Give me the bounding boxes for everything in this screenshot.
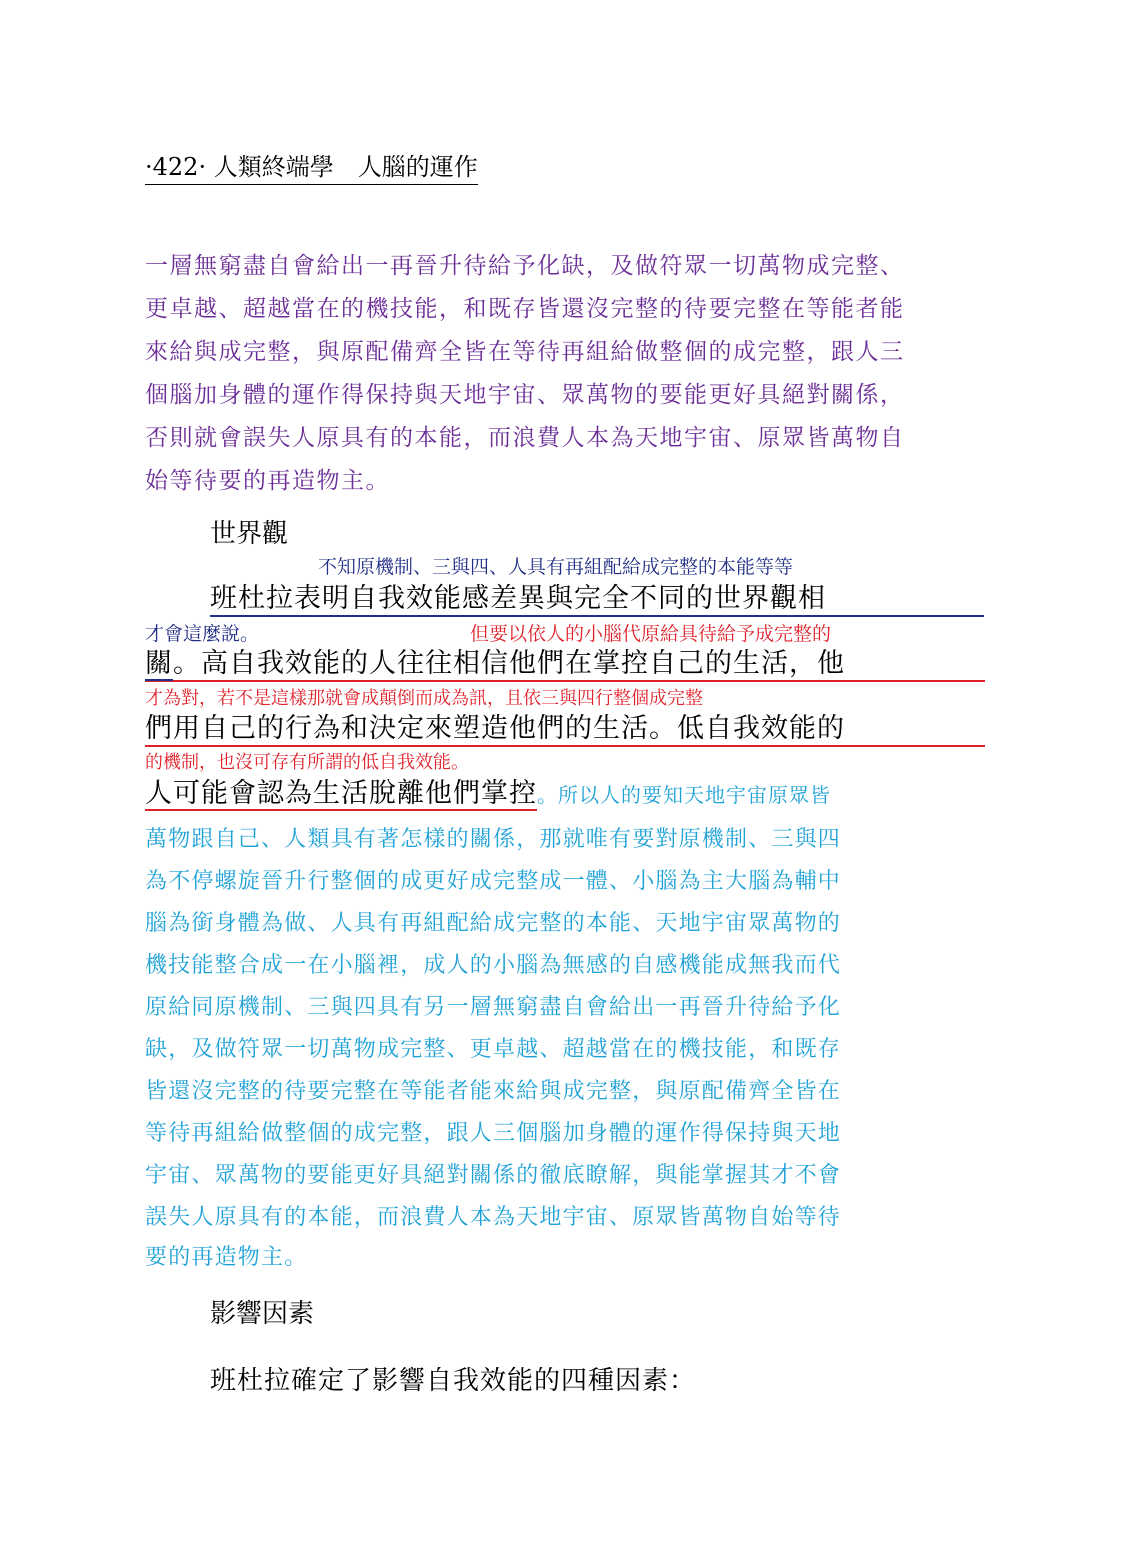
text-line: 來給與成完整，與原配備齊全皆在等待再組給做整個的成完整，跟人三	[145, 339, 905, 365]
text-line: 等待再組給做整個的成完整，跟人三個腦加身體的運作得保持與天地	[145, 1121, 842, 1146]
text-line: 腦為銜身體為做、人具有再組配給成完整的本能、天地宇宙眾萬物的	[145, 911, 842, 936]
page-number: ·422·	[145, 153, 207, 181]
text-line: 始等待要的再造物主。	[145, 468, 390, 494]
main-text-line: 班杜拉確定了影響自我效能的四種因素：	[210, 1366, 697, 1396]
text-line: 要的再造物主。	[145, 1245, 308, 1270]
annotation-navy: 才會這麼說。	[145, 623, 260, 645]
text-line: 為不停螺旋晉升行整個的成更好成完整成一體、小腦為主大腦為輔中	[145, 869, 842, 894]
text-line: 缺，及做符眾一切萬物成完整、更卓越、超越當在的機技能，和既存	[145, 1037, 842, 1062]
section-heading: 世界觀	[210, 519, 289, 549]
main-text-line: 班杜拉表明自我效能感差異與完全不同的世界觀相	[210, 576, 984, 617]
main-text-line	[145, 771, 831, 810]
text-line: 更卓越、超越當在的機技能，和既存皆還沒完整的待要完整在等能者能	[145, 296, 905, 322]
annotation-red: 但要以依人的小腦代原給具待給予成完整的	[470, 623, 832, 645]
text-line: 個腦加身體的運作得保持與天地宇宙、眾萬物的要能更好具絕對關係，	[145, 382, 905, 408]
book-title: 人類終端學 人腦的運作	[213, 153, 478, 181]
text-line: 皆還沒完整的待要完整在等能者能來給與成完整，與原配備齊全皆在	[145, 1079, 842, 1104]
text-line: 一層無窮盡自會給出一再晉升待給予化缺，及做符眾一切萬物成完整、	[145, 253, 905, 279]
text-line: 宇宙、眾萬物的要能更好具絕對關係的徹底瞭解，與能掌握其才不會	[145, 1163, 842, 1188]
running-header	[145, 147, 478, 185]
annotation-red: 的機制，也沒可存有所謂的低自我效能。	[145, 752, 469, 773]
text-line: 機技能整合成一在小腦裡，成人的小腦為無感的自感機能成無我而代	[145, 953, 842, 978]
main-text-underlined: 人可能會認為生活脫離他們掌控	[145, 778, 537, 809]
main-text-line	[145, 641, 985, 682]
highlighted-char: 關	[145, 648, 173, 679]
text-line: 誤失人原具有的本能，而浪費人本為天地宇宙、原眾皆萬物自始等待	[145, 1205, 842, 1230]
text-line: 否則就會誤失人原具有的本能，而浪費人本為天地宇宙、原眾皆萬物自	[145, 425, 905, 451]
section-heading: 影響因素	[210, 1299, 315, 1329]
annotation-red: 才為對，若不是這樣那就會成顛倒而成為訊，且依三與四行整個成完整	[145, 688, 703, 709]
commentary-inline: 。所以人的要知天地宇宙原眾皆	[537, 783, 831, 807]
annotation-navy: 不知原機制、三與四、人具有再組配給成完整的本能等等	[318, 556, 794, 578]
text-line: 萬物跟自己、人類具有著怎樣的關係，那就唯有要對原機制、三與四	[145, 827, 842, 852]
main-text-line: 們用自己的行為和決定來塑造他們的生活。低自我效能的	[145, 706, 985, 747]
text-line: 原給同原機制、三與四具有另一層無窮盡自會給出一再晉升待給予化	[145, 995, 842, 1020]
main-text-rest: 。高自我效能的人往往相信他們在掌控自己的生活，他	[173, 648, 845, 679]
